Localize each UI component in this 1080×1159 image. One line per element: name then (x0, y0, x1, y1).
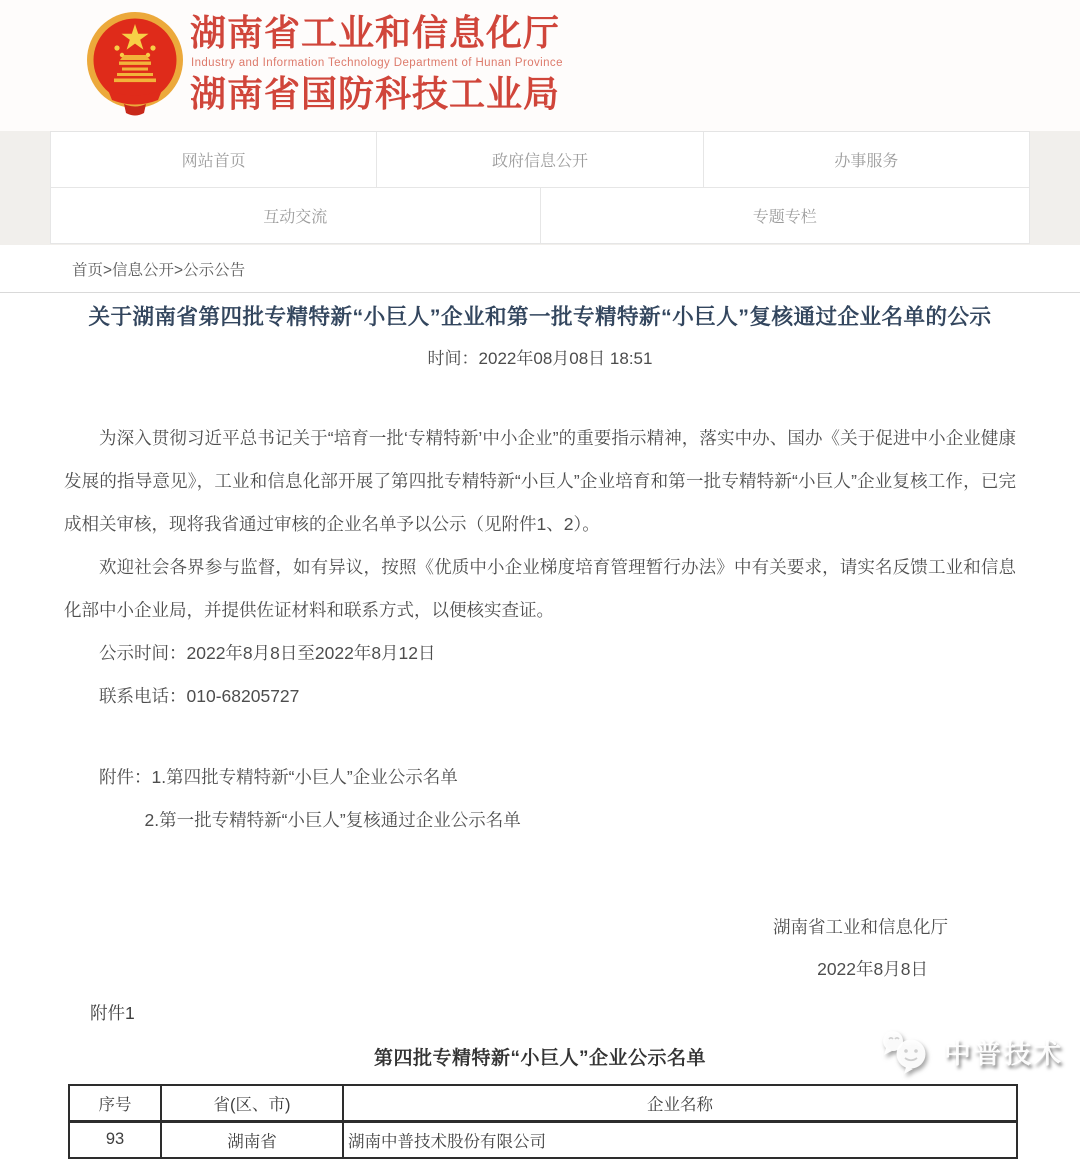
announcement-article (0, 300, 1080, 1159)
breadcrumb[interactable]: 首页>信息公开>公示公告 (72, 262, 246, 279)
org-name-secondary: 湖南省国防科技工业局 (190, 73, 561, 114)
nav-item-special-topics[interactable]: 专题专栏 (541, 188, 1031, 244)
org-names (190, 12, 810, 115)
header-seq: 序号 (69, 1085, 161, 1121)
nav-item-services[interactable]: 办事服务 (704, 132, 1030, 188)
header-company: 企业名称 (343, 1085, 1017, 1121)
table-row (69, 1121, 1017, 1158)
attachment1-label: 附件1 (90, 1003, 135, 1023)
attachment-list (64, 756, 1016, 842)
article-title: 关于湖南省第四批专精特新“小巨人”企业和第一批专精特新“小巨人”复核通过企业名单的公示 (88, 305, 992, 329)
org-name-primary: 湖南省工业和信息化厅 (190, 12, 561, 53)
notice-period: 公示时间：2022年8月8日至2022年8月12日 (99, 643, 436, 663)
nav-row-1 (50, 132, 1030, 188)
roster-table-title: 第四批专精特新“小巨人”企业公示名单 (373, 1048, 706, 1069)
watermark-text: 中普技术 (944, 1038, 1064, 1069)
paragraph-intro: 为深入贯彻习近平总书记关于“培育一批‘专精特新’中小企业”的重要指示精神，落实中办、国办《关于促进中小企业健康发展的指导意见》，工业和信息化部开展了第四批专精特新“小巨人”企业培育和第一批专精特新“小巨人”企业复核工作，已完成相关审核，现将我省通过审核的企业名单予以公示（见附件1、2）。 (64, 428, 1016, 534)
table-header-row (69, 1085, 1017, 1121)
cell-company: 湖南中普技术股份有限公司 (343, 1121, 1017, 1158)
site-header (0, 0, 1080, 131)
nav-item-interaction[interactable]: 互动交流 (50, 188, 541, 244)
attachment-item-2: 2.第一批专精特新“小巨人”复核通过企业公示名单 (144, 810, 521, 830)
roster-table (68, 1084, 1018, 1159)
signature-date: 2022年8月8日 (817, 959, 928, 979)
paragraph-supervision: 欢迎社会各界参与监督，如有异议，按照《优质中小企业梯度培育管理暂行办法》中有关要求，请实名反馈工业和信息化部中小企业局，并提供佐证材料和联系方式，以便核实查证。 (64, 557, 1016, 620)
breadcrumb-divider (0, 292, 1080, 293)
cell-seq: 93 (69, 1121, 161, 1158)
attachment-item-1: 附件：1.第四批专精特新“小巨人”企业公示名单 (99, 767, 458, 787)
publish-time: 时间：2022年08月08日 18:51 (427, 349, 653, 368)
china-national-emblem-icon (84, 8, 186, 120)
header-province: 省(区、市) (161, 1085, 343, 1121)
signature-block (64, 906, 1016, 990)
nav-row-2 (50, 188, 1030, 244)
signature-org: 湖南省工业和信息化厅 (773, 917, 948, 937)
contact-phone: 联系电话：010-68205727 (99, 686, 300, 706)
cell-province: 湖南省 (161, 1121, 343, 1158)
article-body (64, 417, 1016, 990)
main-nav (50, 131, 1030, 244)
nav-item-home[interactable]: 网站首页 (50, 132, 377, 188)
nav-item-gov-info-disclosure[interactable]: 政府信息公开 (377, 132, 703, 188)
org-name-english: Industry and Information Technology Department of Hunan Province (191, 57, 563, 69)
